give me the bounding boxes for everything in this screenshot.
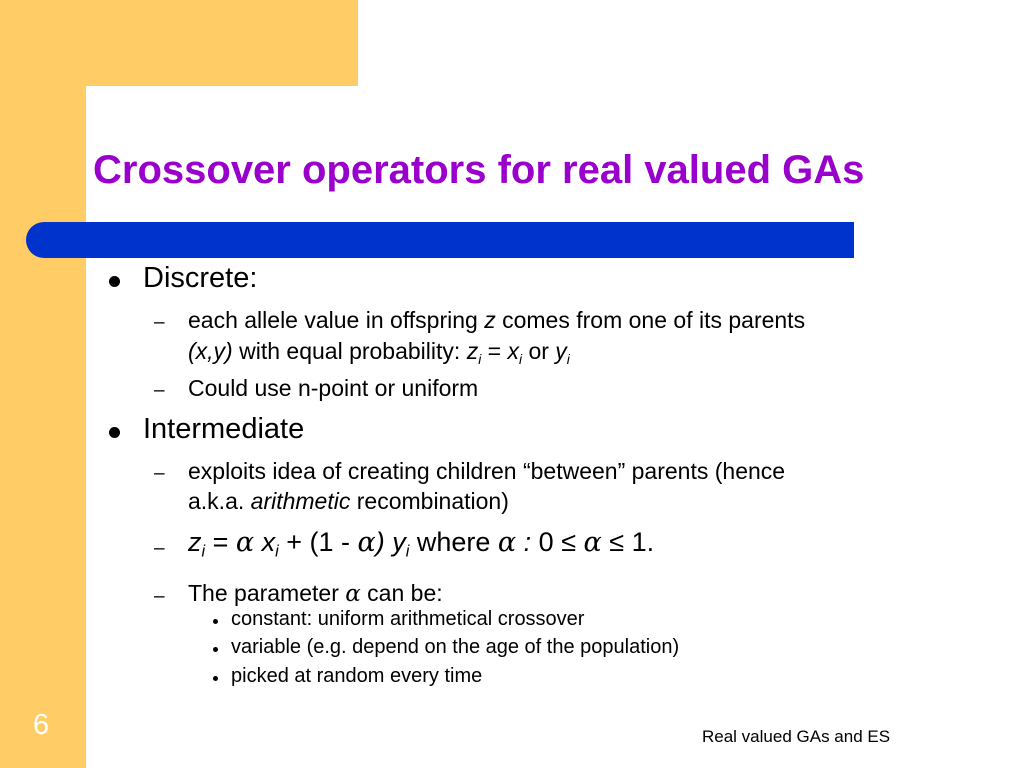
dash-marker: – (154, 586, 165, 607)
dash-marker: – (154, 538, 165, 559)
alpha-symbol: α (235, 527, 255, 558)
bullet-intermediate: Intermediate (143, 413, 305, 445)
dash-marker: – (154, 312, 165, 333)
discrete-sub-1-line-1: each allele value in offspring z comes from one of its parents (188, 307, 806, 333)
bullet-discrete: Discrete: (143, 262, 258, 294)
sub-bullet-dot (213, 676, 218, 681)
top-accent-band (0, 0, 358, 86)
intermediate-sub-1-line-2: a.k.a. arithmetic recombination) (188, 488, 509, 514)
bullet-dot (109, 427, 120, 438)
title-underline-bar (26, 222, 854, 258)
sub-bullet-dot (213, 619, 218, 624)
sub-bullet-dot (213, 647, 218, 652)
accent-corner-curve (86, 86, 146, 146)
intermediate-formula: $z_i = \alpha$ $x_i + (1 - \alpha)$ $y_i$ where α : 0 ≤ α ≤ 1. (188, 527, 655, 561)
option-item: picked at random every time (231, 665, 483, 687)
alpha-symbol: α (345, 581, 361, 607)
slide-footer: Real valued GAs and ES (702, 727, 891, 746)
intermediate-sub-1-line-1: exploits idea of creating children “between” parents (hence (188, 458, 786, 484)
discrete-sub-2: Could use n-point or uniform (188, 375, 479, 401)
alpha-symbol: α (357, 527, 376, 558)
slide-title: Crossover operators for real valued GAs (93, 148, 865, 192)
left-accent-band (0, 0, 86, 768)
alpha-symbol: α (583, 527, 602, 558)
intermediate-parameter: The parameter α can be: (188, 580, 443, 607)
option-item: variable (e.g. depend on the age of the population) (231, 636, 680, 658)
slide-number: 6 (33, 709, 50, 741)
option-item: constant: uniform arithmetical crossover (231, 608, 585, 630)
dash-marker: – (154, 380, 165, 401)
discrete-sub-1-line-2: (x,y) with equal probability: $z_i = x_i$ or $y_i$ (188, 338, 570, 367)
alpha-symbol: α (497, 527, 517, 558)
dash-marker: – (154, 463, 165, 484)
bullet-dot (109, 276, 120, 287)
